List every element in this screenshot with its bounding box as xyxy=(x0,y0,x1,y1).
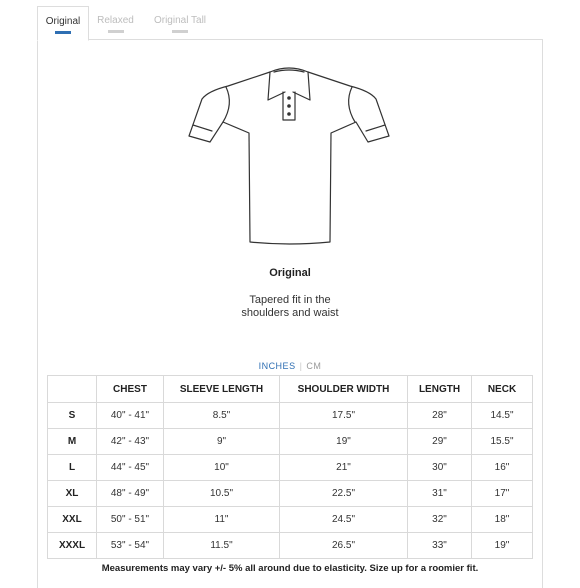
tab-original-label: Original xyxy=(45,16,81,27)
neck-cell: 15.5" xyxy=(472,429,533,455)
chest-cell: 48" - 49" xyxy=(97,481,164,507)
shoulder-cell: 24.5" xyxy=(280,507,408,533)
sleeve-cell: 8.5" xyxy=(164,403,280,429)
size-label: XL xyxy=(48,481,97,507)
tab-original-tall-label: Original Tall xyxy=(153,15,207,26)
table-row xyxy=(48,455,533,481)
sleeve-cell: 10.5" xyxy=(164,481,280,507)
column-header-length: LENGTH xyxy=(408,376,472,403)
chest-cell: 53" - 54" xyxy=(97,533,164,559)
table-row xyxy=(48,533,533,559)
tab-relaxed[interactable] xyxy=(93,6,138,39)
unit-toggle xyxy=(0,361,580,371)
tab-original-tall[interactable] xyxy=(145,6,215,39)
column-header-sleeve-length: SLEEVE LENGTH xyxy=(164,376,280,403)
table-row xyxy=(48,429,533,455)
sleeve-cell: 11" xyxy=(164,507,280,533)
table-row xyxy=(48,481,533,507)
unit-separator: | xyxy=(299,361,303,371)
chest-cell: 40" - 41" xyxy=(97,403,164,429)
table-row xyxy=(48,507,533,533)
tab-indicator xyxy=(55,31,71,34)
neck-cell: 14.5" xyxy=(472,403,533,429)
chest-cell: 42" - 43" xyxy=(97,429,164,455)
table-header-row xyxy=(48,376,533,403)
size-label: XXXL xyxy=(48,533,97,559)
sleeve-cell: 10" xyxy=(164,455,280,481)
shoulder-cell: 17.5" xyxy=(280,403,408,429)
sleeve-cell: 11.5" xyxy=(164,533,280,559)
length-cell: 28" xyxy=(408,403,472,429)
size-label: M xyxy=(48,429,97,455)
column-header-neck: NECK xyxy=(472,376,533,403)
tab-original[interactable] xyxy=(37,6,89,41)
fit-title: Original xyxy=(269,267,311,279)
neck-cell: 19" xyxy=(472,533,533,559)
size-label: S xyxy=(48,403,97,429)
neck-cell: 18" xyxy=(472,507,533,533)
chest-cell: 50" - 51" xyxy=(97,507,164,533)
shoulder-cell: 22.5" xyxy=(280,481,408,507)
length-cell: 29" xyxy=(408,429,472,455)
neck-cell: 17" xyxy=(472,481,533,507)
sleeve-cell: 9" xyxy=(164,429,280,455)
fit-description-line: shoulders and waist xyxy=(241,307,339,319)
neck-cell: 16" xyxy=(472,455,533,481)
size-label: L xyxy=(48,455,97,481)
unit-cm-button[interactable]: CM xyxy=(306,361,322,371)
column-header-size xyxy=(48,376,97,403)
length-cell: 33" xyxy=(408,533,472,559)
length-cell: 31" xyxy=(408,481,472,507)
size-table xyxy=(47,375,533,559)
size-label: XXL xyxy=(48,507,97,533)
shoulder-cell: 26.5" xyxy=(280,533,408,559)
shoulder-cell: 19" xyxy=(280,429,408,455)
column-header-shoulder-width: SHOULDER WIDTH xyxy=(280,376,408,403)
tab-indicator xyxy=(172,30,188,33)
polo-shirt-icon xyxy=(188,64,390,246)
fit-description-line: Tapered fit in the xyxy=(249,294,331,306)
length-cell: 30" xyxy=(408,455,472,481)
fit-description xyxy=(0,294,580,320)
shoulder-cell: 21" xyxy=(280,455,408,481)
chest-cell: 44" - 45" xyxy=(97,455,164,481)
unit-inches-button[interactable]: INCHES xyxy=(258,361,296,371)
measurement-note: Measurements may vary +/- 5% all around due to elasticity. Size up for a roomier fit. xyxy=(101,563,479,574)
length-cell: 32" xyxy=(408,507,472,533)
column-header-chest: CHEST xyxy=(97,376,164,403)
tab-indicator xyxy=(108,30,124,33)
table-row xyxy=(48,403,533,429)
tab-relaxed-label: Relaxed xyxy=(97,15,134,26)
